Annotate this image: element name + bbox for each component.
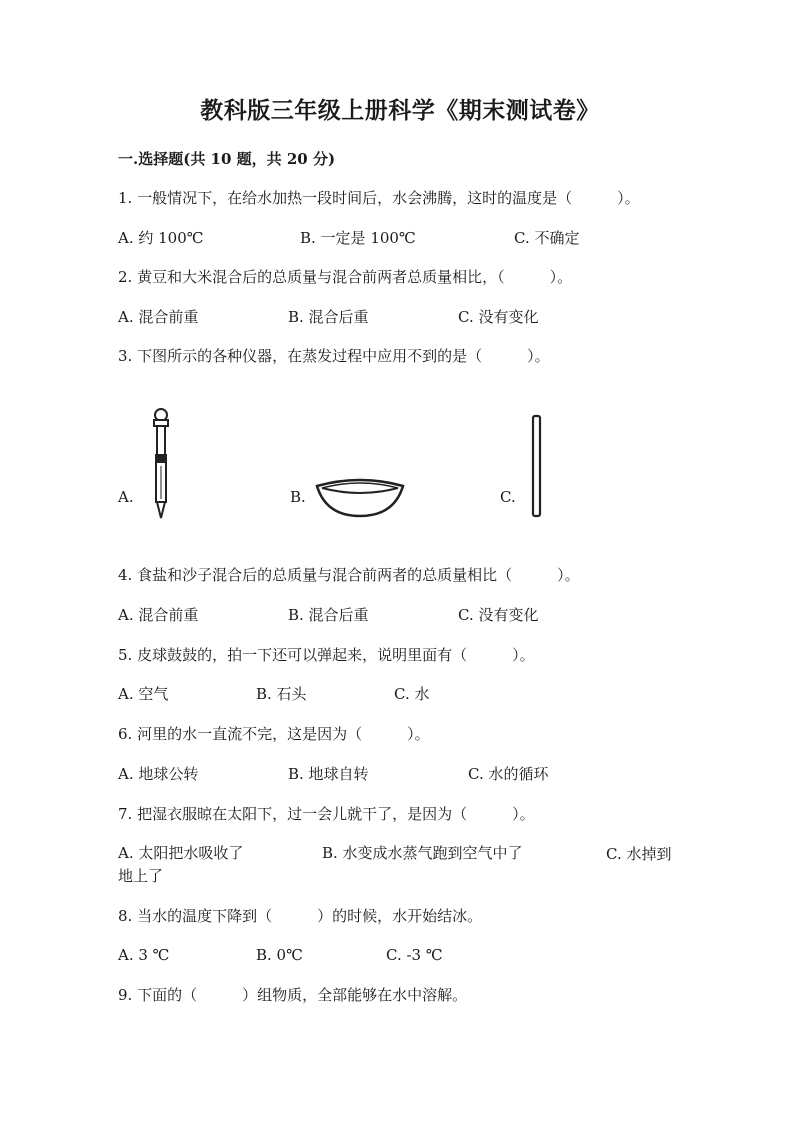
question-1-option-b: B. 一定是 100℃: [300, 229, 416, 247]
question-4-option-b: B. 混合后重: [288, 606, 369, 624]
question-3-option-c: C.: [500, 488, 516, 506]
question-5-option-b: B. 石头: [256, 685, 307, 703]
question-5-stem: 5. 皮球鼓鼓的，拍一下还可以弹起来，说明里面有（ ）。: [118, 646, 535, 664]
section-heading: 一.选择题(共 10 题，共 20 分): [118, 150, 336, 168]
question-7-option-b: B. 水变成水蒸气跑到空气中了: [322, 844, 523, 862]
page-title: 教科版三年级上册科学《期末测试卷》: [200, 97, 600, 124]
question-7-option-c-wrap: [118, 843, 678, 887]
question-6-option-b: B. 地球自转: [288, 765, 369, 783]
question-6-option-c: C. 水的循环: [468, 765, 549, 783]
question-4-stem: 4. 食盐和沙子混合后的总质量与混合前两者的总质量相比（ ）。: [118, 566, 580, 584]
question-2-stem: 2. 黄豆和大米混合后的总质量与混合前两者总质量相比，（ ）。: [118, 268, 573, 286]
question-3-stem: 3. 下图所示的各种仪器，在蒸发过程中应用不到的是（ ）。: [118, 347, 550, 365]
question-1-option-c: C. 不确定: [514, 229, 580, 247]
question-3-option-a: A.: [118, 488, 134, 506]
question-2-option-a: A. 混合前重: [118, 308, 199, 326]
dropper-icon: [146, 404, 176, 522]
question-7-option-c: C. 水掉到地上了: [118, 845, 672, 885]
question-4-option-c: C. 没有变化: [458, 606, 539, 624]
evaporating-dish-icon: [314, 476, 406, 520]
question-7-stem: 7. 把湿衣服晾在太阳下，过一会儿就干了，是因为（ ）。: [118, 805, 535, 823]
question-8-option-c: C. -3 ℃: [386, 946, 443, 964]
glass-rod-icon: [530, 414, 544, 518]
question-1-stem: 1. 一般情况下，在给水加热一段时间后，水会沸腾，这时的温度是（ ）。: [118, 189, 640, 207]
question-5-option-c: C. 水: [394, 685, 430, 703]
question-4-option-a: A. 混合前重: [118, 606, 199, 624]
question-1-option-a: A. 约 100℃: [118, 229, 204, 247]
question-8-option-b: B. 0℃: [256, 946, 303, 964]
question-8-stem: 8. 当水的温度下降到（ ）的时候，水开始结冰。: [118, 907, 483, 925]
question-6-option-a: A. 地球公转: [118, 765, 199, 783]
question-3-option-b: B.: [290, 488, 306, 506]
question-9-stem: 9. 下面的（ ）组物质，全部能够在水中溶解。: [118, 986, 468, 1004]
question-6-stem: 6. 河里的水一直流不完，这是因为（ ）。: [118, 725, 430, 743]
question-2-option-c: C. 没有变化: [458, 308, 539, 326]
question-5-option-a: A. 空气: [118, 685, 169, 703]
question-7-option-a: A. 太阳把水吸收了: [118, 844, 244, 862]
question-2-option-b: B. 混合后重: [288, 308, 369, 326]
question-8-option-a: A. 3 ℃: [118, 946, 170, 964]
